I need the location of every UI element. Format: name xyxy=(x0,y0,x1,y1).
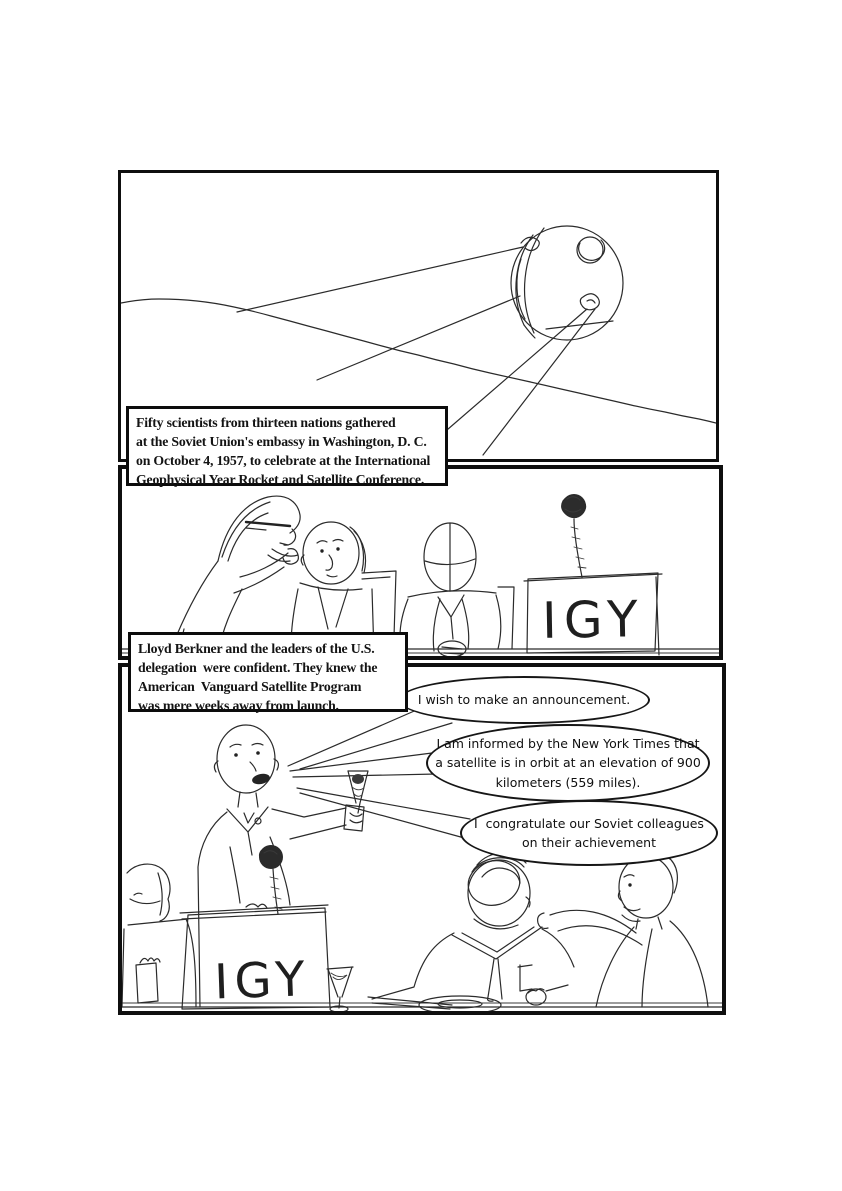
podium-drawing xyxy=(180,905,330,1010)
bubble-line: I congratulate our Soviet colleagues xyxy=(474,815,704,831)
caption-line: Lloyd Berkner and the leaders of the U.S. xyxy=(138,641,375,656)
caption-line: Fifty scientists from thirteen nations gathered xyxy=(136,415,396,430)
caption-line: Geophysical Year Rocket and Satellite Conference. xyxy=(136,472,425,487)
bubble-line: I am informed by the New York Times that xyxy=(436,735,700,751)
bubble-line: a satellite is in orbit at an elevation of 900 xyxy=(435,755,701,771)
satellite-sphere xyxy=(511,226,623,340)
bubble-line: kilometers (559 miles). xyxy=(495,774,641,790)
wine-glass-drawing xyxy=(327,967,353,1011)
microphone-icon xyxy=(562,494,586,577)
panel-conference xyxy=(118,465,723,660)
caption-berkner xyxy=(128,632,408,712)
suited-delegate-drawing xyxy=(400,523,514,656)
speech-bubble-congratulate xyxy=(460,800,718,866)
left-partial-figure-drawing xyxy=(122,864,196,1007)
conference-drawing xyxy=(122,469,719,656)
consoling-man-drawing xyxy=(526,850,708,1007)
slumped-man-drawing xyxy=(368,853,574,1009)
caption-intro xyxy=(126,406,448,486)
caption-line: delegation were confident. They knew the xyxy=(138,660,378,675)
igy-podium-text: IGY xyxy=(213,951,312,1011)
speech-bubble-nyt xyxy=(426,724,710,802)
caption-line: was mere weeks away from launch. xyxy=(138,698,339,713)
caption-line: at the Soviet Union's embassy in Washington, D. C. xyxy=(136,434,427,449)
igy-table-sign-text: IGY xyxy=(541,590,646,650)
bubble-line: I wish to make an announcement. xyxy=(417,692,631,708)
speech-bubble-announcement xyxy=(398,676,650,724)
igy-table-sign xyxy=(524,573,662,655)
caption-line: on October 4, 1957, to celebrate at the International xyxy=(136,453,431,468)
caption-line: American Vanguard Satellite Program xyxy=(138,679,362,694)
bubble-line: on their achievement xyxy=(521,835,657,850)
horizon-line xyxy=(121,299,716,423)
